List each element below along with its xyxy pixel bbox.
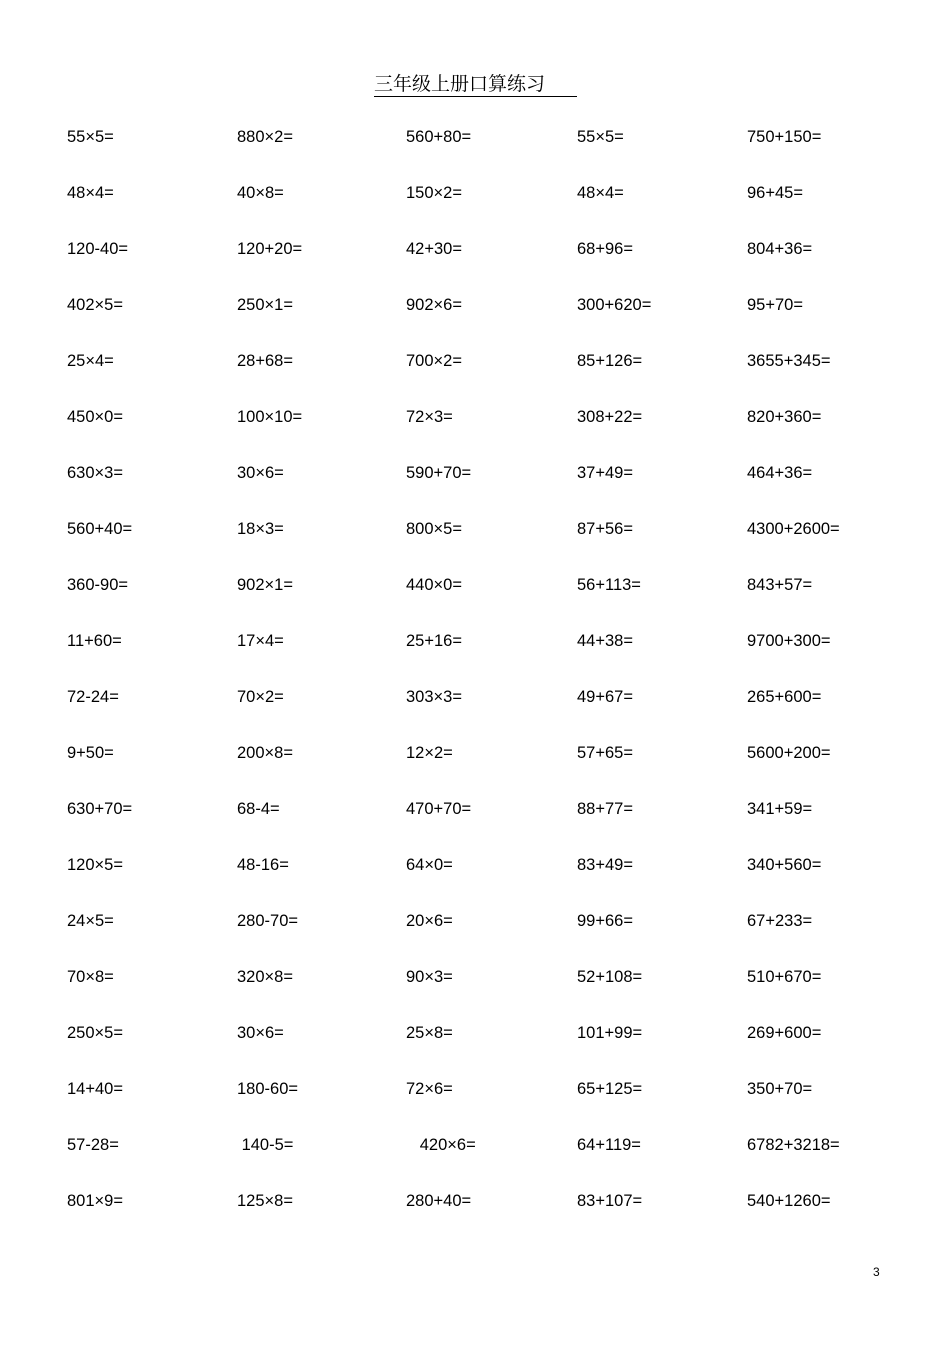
exercise-item: 25×4= xyxy=(67,352,114,370)
exercise-item: 341+59= xyxy=(747,800,813,818)
exercise-item: 101+99= xyxy=(577,1024,643,1042)
exercise-row xyxy=(0,347,950,403)
exercise-item: 820+360= xyxy=(747,408,822,426)
exercise-item: 20×6= xyxy=(406,912,453,930)
exercise-item: 42+30= xyxy=(406,240,462,258)
exercise-item: 57+65= xyxy=(577,744,633,762)
exercise-item: 70×8= xyxy=(67,968,114,986)
exercise-row xyxy=(0,1187,950,1243)
exercise-item: 99+66= xyxy=(577,912,633,930)
exercise-row xyxy=(0,459,950,515)
exercise-item: 11+60= xyxy=(67,632,122,650)
exercise-item: 30×6= xyxy=(237,464,284,482)
exercise-item: 100×10= xyxy=(237,408,303,426)
exercise-item: 12×2= xyxy=(406,744,453,762)
exercise-item: 17×4= xyxy=(237,632,284,650)
exercise-item: 804+36= xyxy=(747,240,813,258)
exercise-item: 280+40= xyxy=(406,1192,472,1210)
exercise-item: 308+22= xyxy=(577,408,643,426)
exercise-item: 48-16= xyxy=(237,856,289,874)
exercise-item: 9700+300= xyxy=(747,632,831,650)
exercise-item: 30×6= xyxy=(237,1024,284,1042)
exercise-item: 24×5= xyxy=(67,912,114,930)
exercise-row xyxy=(0,795,950,851)
exercise-row xyxy=(0,963,950,1019)
exercise-item: 120×5= xyxy=(67,856,123,874)
exercise-item: 67+233= xyxy=(747,912,813,930)
exercise-item: 83+107= xyxy=(577,1192,643,1210)
exercise-item: 68+96= xyxy=(577,240,633,258)
exercise-row xyxy=(0,739,950,795)
exercise-row xyxy=(0,851,950,907)
exercise-item: 40×8= xyxy=(237,184,284,202)
exercise-item: 300+620= xyxy=(577,296,652,314)
exercise-grid xyxy=(0,123,950,1243)
exercise-row xyxy=(0,403,950,459)
exercise-item: 250×5= xyxy=(67,1024,123,1042)
exercise-item: 440×0= xyxy=(406,576,462,594)
exercise-item: 49+67= xyxy=(577,688,633,706)
exercise-item: 68-4= xyxy=(237,800,280,818)
exercise-item: 800×5= xyxy=(406,520,462,538)
exercise-row xyxy=(0,627,950,683)
exercise-item: 630+70= xyxy=(67,800,133,818)
exercise-item: 56+113= xyxy=(577,576,641,594)
exercise-item: 64×0= xyxy=(406,856,453,874)
exercise-item: 70×2= xyxy=(237,688,284,706)
exercise-row xyxy=(0,235,950,291)
exercise-item: 402×5= xyxy=(67,296,123,314)
exercise-item: 64+119= xyxy=(577,1136,641,1154)
exercise-item: 420×6= xyxy=(406,1136,476,1154)
exercise-row xyxy=(0,907,950,963)
exercise-item: 320×8= xyxy=(237,968,293,986)
exercise-item: 360-90= xyxy=(67,576,129,594)
exercise-item: 57-28= xyxy=(67,1136,119,1154)
exercise-item: 590+70= xyxy=(406,464,472,482)
exercise-item: 25×8= xyxy=(406,1024,453,1042)
exercise-item: 843+57= xyxy=(747,576,813,594)
exercise-item: 83+49= xyxy=(577,856,633,874)
exercise-item: 52+108= xyxy=(577,968,643,986)
exercise-item: 48×4= xyxy=(577,184,624,202)
exercise-item: 180-60= xyxy=(237,1080,299,1098)
exercise-item: 280-70= xyxy=(237,912,299,930)
exercise-item: 72×6= xyxy=(406,1080,453,1098)
exercise-item: 9+50= xyxy=(67,744,114,762)
exercise-item: 350+70= xyxy=(747,1080,813,1098)
exercise-item: 120-40= xyxy=(67,240,129,258)
exercise-item: 85+126= xyxy=(577,352,643,370)
exercise-item: 269+600= xyxy=(747,1024,822,1042)
exercise-item: 65+125= xyxy=(577,1080,643,1098)
exercise-item: 560+40= xyxy=(67,520,133,538)
exercise-item: 150×2= xyxy=(406,184,462,202)
exercise-item: 28+68= xyxy=(237,352,293,370)
exercise-item: 14+40= xyxy=(67,1080,123,1098)
exercise-item: 96+45= xyxy=(747,184,803,202)
exercise-row xyxy=(0,571,950,627)
exercise-row xyxy=(0,291,950,347)
page-title: 三年级上册口算练习 xyxy=(374,71,577,97)
exercise-item: 140-5= xyxy=(237,1136,294,1154)
exercise-item: 450×0= xyxy=(67,408,123,426)
exercise-item: 265+600= xyxy=(747,688,822,706)
exercise-item: 125×8= xyxy=(237,1192,293,1210)
exercise-item: 3655+345= xyxy=(747,352,831,370)
exercise-item: 700×2= xyxy=(406,352,462,370)
exercise-item: 18×3= xyxy=(237,520,284,538)
exercise-item: 25+16= xyxy=(406,632,462,650)
exercise-item: 880×2= xyxy=(237,128,293,146)
exercise-row xyxy=(0,123,950,179)
exercise-item: 340+560= xyxy=(747,856,822,874)
exercise-item: 303×3= xyxy=(406,688,462,706)
exercise-item: 510+670= xyxy=(747,968,822,986)
exercise-item: 464+36= xyxy=(747,464,813,482)
exercise-item: 55×5= xyxy=(67,128,114,146)
exercise-item: 902×6= xyxy=(406,296,462,314)
exercise-item: 72-24= xyxy=(67,688,119,706)
exercise-item: 120+20= xyxy=(237,240,303,258)
page-number: 3 xyxy=(873,1265,880,1279)
exercise-item: 72×3= xyxy=(406,408,453,426)
exercise-item: 4300+2600= xyxy=(747,520,840,538)
exercise-item: 48×4= xyxy=(67,184,114,202)
exercise-item: 250×1= xyxy=(237,296,293,314)
exercise-row xyxy=(0,1019,950,1075)
exercise-item: 560+80= xyxy=(406,128,472,146)
exercise-item: 540+1260= xyxy=(747,1192,831,1210)
exercise-item: 470+70= xyxy=(406,800,472,818)
exercise-item: 200×8= xyxy=(237,744,293,762)
exercise-item: 87+56= xyxy=(577,520,633,538)
exercise-row xyxy=(0,1131,950,1187)
exercise-item: 90×3= xyxy=(406,968,453,986)
exercise-item: 630×3= xyxy=(67,464,123,482)
exercise-item: 902×1= xyxy=(237,576,293,594)
exercise-item: 5600+200= xyxy=(747,744,831,762)
exercise-row xyxy=(0,1075,950,1131)
exercise-item: 88+77= xyxy=(577,800,633,818)
exercise-item: 95+70= xyxy=(747,296,803,314)
exercise-row xyxy=(0,179,950,235)
exercise-item: 55×5= xyxy=(577,128,624,146)
exercise-item: 44+38= xyxy=(577,632,633,650)
exercise-row xyxy=(0,683,950,739)
exercise-row xyxy=(0,515,950,571)
exercise-item: 801×9= xyxy=(67,1192,123,1210)
exercise-item: 750+150= xyxy=(747,128,822,146)
exercise-item: 37+49= xyxy=(577,464,633,482)
exercise-item: 6782+3218= xyxy=(747,1136,840,1154)
